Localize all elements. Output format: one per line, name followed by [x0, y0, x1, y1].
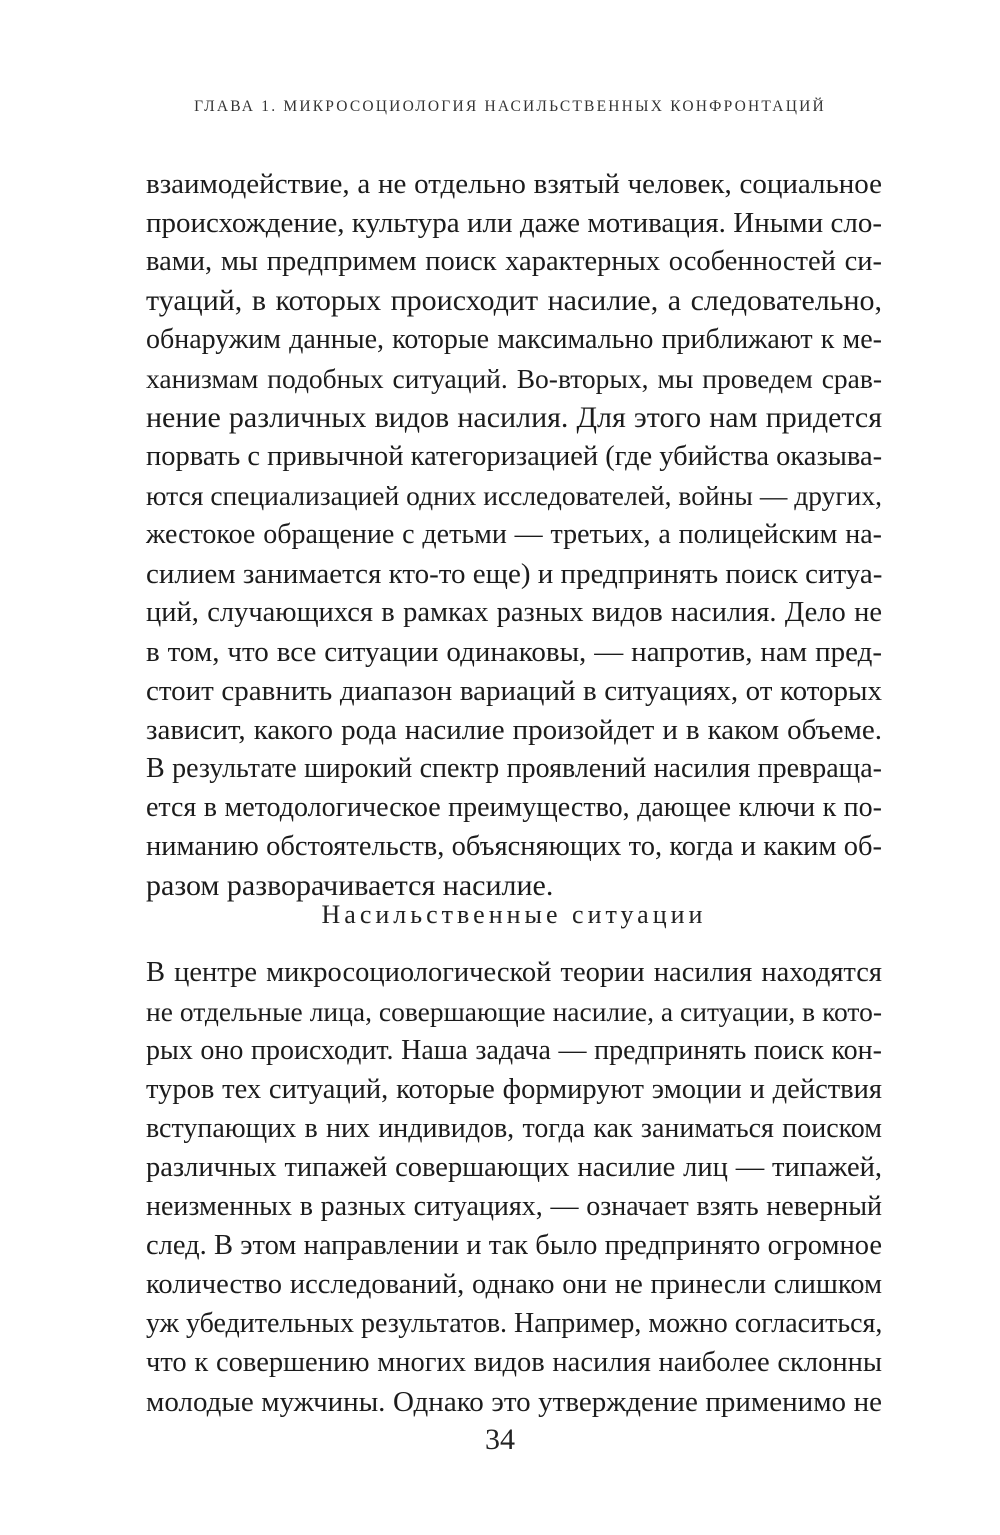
paragraph2-line-3: рых оно происходит. Наша задача — предпринять поиск кон-	[146, 1035, 882, 1066]
paragraph1-line-14: стоит сравнить диапазон вариаций в ситуациях, от которых	[146, 675, 882, 707]
paragraph1-line-15: зависит, какого рода насилие произойдет и в каком объеме.	[146, 714, 882, 746]
paragraph1-line-10: жестокое обращение с детьми — третьих, а полицейским на-	[146, 519, 882, 550]
paragraph2-line-9: количество исследований, однако они не принесли слишком	[146, 1269, 882, 1300]
paragraph2-line-6: различных типажей совершающих насилие лиц — типажей,	[146, 1152, 882, 1183]
paragraph2-line-2: не отдельные лица, совершающие насилие, а ситуации, в кото-	[146, 996, 882, 1027]
paragraph1-line-18: ниманию обстоятельств, объясняющих то, когда и каким об-	[146, 831, 882, 862]
paragraph2-line-11: что к совершению многих видов насилия наиболее склонны	[146, 1347, 882, 1378]
paragraph1-line-5: обнаружим данные, которые максимально приближают к ме-	[146, 324, 882, 355]
paragraph1-line-16: В результате широкий спектр проявлений насилия превраща-	[146, 753, 882, 784]
paragraph2-line-12: молодые мужчины. Однако это утверждение применимо не	[146, 1386, 882, 1418]
paragraph2-line-8: след. В этом направлении и так было предпринято огромное	[146, 1230, 882, 1261]
paragraph1-line-1: взаимодействие, а не отдельно взятый человек, социальное	[146, 168, 882, 200]
paragraph2-line-4: туров тех ситуаций, которые формируют эмоции и действия	[146, 1074, 882, 1105]
paragraph1-line-17: ется в методологическое преимущество, дающее ключи к по-	[146, 792, 882, 823]
paragraph1-line-2: происхождение, культура или даже мотивация. Иными сло-	[146, 207, 882, 239]
page-number: 34	[485, 1423, 515, 1456]
paragraph2-line-10: уж убедительных результатов. Например, можно согласиться,	[146, 1308, 883, 1339]
section-heading: Насильственные ситуации	[321, 900, 707, 929]
paragraph1-line-9: ются специализацией одних исследователей, войны — других,	[146, 480, 882, 511]
paragraph1-line-4: туаций, в которых происходит насилие, а следовательно,	[146, 284, 882, 317]
running-head: ГЛАВА 1. МИКРОСОЦИОЛОГИЯ НАСИЛЬСТВЕННЫХ КОНФРОНТАЦИЙ	[194, 98, 826, 115]
paragraph1-line-11: силием занимается кто-то еще) и предпринять поиск ситуа-	[146, 558, 883, 590]
paragraph1-line-19: разом разворачивается насилие.	[146, 869, 554, 902]
paragraph1-line-3: вами, мы предпримем поиск характерных особенностей си-	[146, 246, 882, 277]
paragraph1-line-8: порвать с привычной категоризацией (где убийства оказыва-	[146, 441, 883, 472]
paragraph1-line-6: ханизмам подобных ситуаций. Во-вторых, мы проведем срав-	[146, 363, 882, 394]
paragraph2-line-5: вступающих в них индивидов, тогда как заниматься поиском	[146, 1113, 882, 1144]
paragraph1-line-7: нение различных видов насилия. Для этого нам придется	[146, 401, 882, 434]
paragraph2-line-1: В центре микросоциологической теории насилия находятся	[146, 957, 882, 988]
paragraph1-line-13: в том, что все ситуации одинаковы, — напротив, нам пред-	[146, 636, 882, 668]
paragraph1-line-12: ций, случающихся в рамках разных видов насилия. Дело не	[146, 597, 882, 628]
paragraph2-line-7: неизменных в разных ситуациях, — означает взять неверный	[146, 1191, 882, 1222]
